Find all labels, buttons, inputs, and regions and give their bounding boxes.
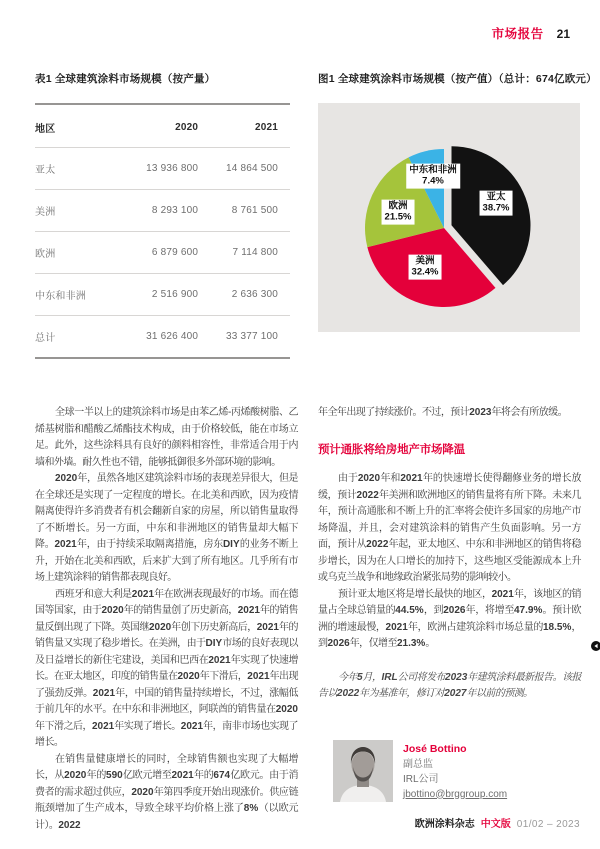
value-2021-cell: 33 377 100 xyxy=(225,331,278,342)
region-cell: 总计 xyxy=(35,333,56,344)
col-header-2021: 2021 xyxy=(254,122,278,133)
value-2021-cell: 14 864 500 xyxy=(225,163,278,174)
end-of-article-icon xyxy=(571,641,581,651)
footer-issue: 01/02 – 2023 xyxy=(516,819,580,830)
running-head xyxy=(492,24,570,42)
table-row xyxy=(35,190,290,232)
author-name: José Bottino xyxy=(403,742,467,755)
pie-slice-label-3: 中东和非洲 7.4% xyxy=(406,164,460,189)
table-row xyxy=(35,148,290,190)
table-total-row xyxy=(35,316,290,359)
article-right-column xyxy=(318,405,581,802)
value-2020-cell: 6 879 600 xyxy=(151,247,199,258)
paragraph: 全球一半以上的建筑涂料市场是由苯乙烯-丙烯酸树脂、乙烯基树脂和醋酸乙烯酯技术构成，由于价格较低，能在市场立足。此外，这些涂料具有良好的颜料相容性，非常适合用于内墙和外墙。耐久性也不错，能够抵御很多外部环境的影响。 xyxy=(35,407,298,468)
editor-note: 今年5月，IRL公司将发布2023年建筑涂料最新报告。该报告以2022年为基准年，修订对2027年以前的预测。 xyxy=(318,671,581,699)
paragraph: 西班牙和意大利是2021年在欧洲表现最好的市场。而在德国等国家，由于2020年的销售量创了历史新高，2021年的销售量反倒出现了下降。英国继2020年创下历史新高后，2021年的销售量又实现了稳步增长。在美洲，由于DIY市场的良好表现以及日益增长的新住宅建设，美国和巴西在2021年实现了快速增长。在亚太地区，印度的销售量在2020年下滑后，2021年出现了强劲反弹。2021年，中国的销售量持续增长，不过，涨幅低于前几年的水平。在中东和非洲地区，阿联酋的销售量在2020年下滑之后，2021年实现了增长。2021年，南非市场也实现了增长。 xyxy=(35,588,299,748)
value-2020-cell: 8 293 100 xyxy=(151,205,199,216)
footer-edition: 中文版 xyxy=(480,819,511,830)
value-2020-cell: 2 516 900 xyxy=(151,289,199,300)
paragraph: 由于2020年和2021年的快速增长使得翻修业务的增长放缓，预计2022年美洲和欧洲地区的销售量将有所下降。未来几年，预计高通胀和不断上升的汇率将会使许多国家的房地产市场降温，并且，会对建筑涂料的销售产生负面影响。另一方面，预计从2022年起，亚太地区、中东和非洲地区的销售将稳步增长，因为在人口增长的加持下，这些地区受能源成本上升或乌克兰战争和地缘政治紧张局势的影响较小。 xyxy=(318,473,582,583)
page-footer xyxy=(415,815,580,830)
footer-magazine-name: 欧洲涂料杂志 xyxy=(414,819,475,830)
value-2020-cell: 31 626 400 xyxy=(146,331,199,342)
author-photo xyxy=(333,740,393,802)
paragraph-continuation: 年全年出现了持续涨价。不过，预计2023年将会有所放缓。 xyxy=(318,407,568,418)
region-cell: 欧洲 xyxy=(35,249,56,260)
col-header-region: 地区 xyxy=(35,124,56,135)
value-2021-cell: 8 761 500 xyxy=(231,205,278,216)
author-role: 副总监 xyxy=(403,758,433,770)
pie-slice-label-2: 欧洲 21.5% xyxy=(382,200,415,225)
paragraph: 在销售量健康增长的同时，全球销售额也实现了大幅增长，从2020年的590亿欧元增至2021年的674亿欧元。由于消费者的需求超过供应，2020年第四季度开始出现涨价。供应链瓶颈增加了生产成本，导致全球平均价格上涨了8%（以欧元计）。2022 xyxy=(35,753,299,831)
pie-slice-label-1: 美洲 32.4% xyxy=(409,255,442,280)
page-number: 21 xyxy=(556,27,570,41)
col-header-2020: 2020 xyxy=(175,122,199,133)
paragraph-last xyxy=(318,587,581,653)
paragraph-text: 预计亚太地区将是增长最快的地区，2021年，该地区的销量占全球总销量的44.5%，到2026年，将增至47.9%。预计欧洲的增速最慢，2021年，欧洲占建筑涂料市场总量的18.5%，到2026年，仅增至21.3%。 xyxy=(318,588,581,649)
table-row xyxy=(35,274,290,316)
author-contact xyxy=(333,740,581,802)
figure-title: 图1 全球建筑涂料市场规模（按产值）（总计：674亿欧元） xyxy=(318,73,597,85)
value-2021-cell: 7 114 800 xyxy=(232,247,278,258)
pie-slice-label-0: 亚太 38.7% xyxy=(480,191,513,216)
pie-chart xyxy=(318,103,580,332)
value-2020-cell: 13 936 800 xyxy=(146,163,199,174)
article-left-column xyxy=(35,405,298,834)
market-table xyxy=(35,103,290,359)
region-cell: 亚太 xyxy=(35,165,56,176)
author-info xyxy=(403,740,507,802)
section-label: 市场报告 xyxy=(491,27,544,41)
section-heading: 预计通胀将给房地产市场降温 xyxy=(318,443,465,456)
paragraph: 2020年，虽然各地区建筑涂料市场的表现差异很大，但是在全球还是实现了一定程度的增长。在北美和西欧，因为疫情隔离使得许多消费者有机会翻新自家的房屋，所以销售量取得了不断增长。另一方面，中东和非洲地区的销售量却大幅下降。2021年，由于持续采取隔离措施，房东DIY的业务不断上升，开始在北美和西欧，后来扩大到了所有地区。几乎所有市场上建筑涂料的销售都表现良好。 xyxy=(35,473,299,583)
region-cell: 中东和非洲 xyxy=(35,291,86,302)
table-row xyxy=(35,232,290,274)
pie-chart-svg xyxy=(318,103,580,332)
author-company: IRL公司 xyxy=(403,773,439,785)
table-header-row xyxy=(35,104,290,148)
table-title: 表1 全球建筑涂料市场规模（按产量） xyxy=(35,73,216,85)
author-email-link[interactable]: jbottino@brggroup.com xyxy=(403,788,508,800)
value-2021-cell: 2 636 300 xyxy=(231,289,278,300)
region-cell: 美洲 xyxy=(35,207,56,218)
